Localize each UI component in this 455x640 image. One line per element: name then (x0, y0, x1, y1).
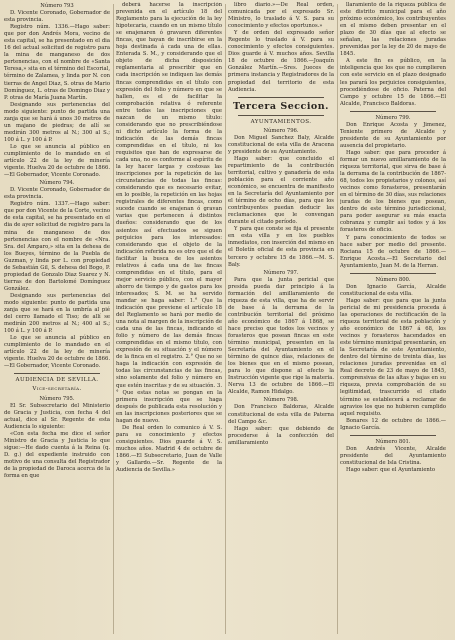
notice-number: Número 793 (40, 3, 74, 9)
paragraph: Registro núm. 1337.—Hago saber: que por don Vicente de la Corte, vecino de esta capital, se ha presentado en el dia de ayer solicitud de registro para la mina de manganeso de dos pertenencias con el nombre de «Nra. Sra. del Amparo,» sita en la dehesa de los Bueyes, término de la Puebla de Guzman, y linda por L. con propiedad de Sebastián Gil, S. dehesa del Bogo, P. propiedad de Gonzalo Diaz Suarez y N. tierras de don Bartolomé Domínguez González. (4, 201, 110, 292)
paragraph: A este fin es público, en la inteligencia que los que no cumplieren con este servicio en el plazo designado les parará los perjuicios consiguientes, procediéndose de oficio. Paterna del Campo y octubre 15 de 1866.—El Alcalde, Francisco Baldoras. (340, 58, 446, 107)
section-rule (238, 115, 324, 116)
paragraph: Lo que se anuncia al público en cumplimiento de lo mandado en el artículo 22 de la ley de minería vigente. Huelva 20 de octubre de 1866.—El Gobernador, Vicente Coronado. (4, 143, 110, 179)
section-heading: Tercera Seccion. (233, 100, 329, 112)
paragraph: Don Ignacio García, Alcalde constitucional de esta villa. (340, 283, 446, 297)
paragraph: Hago saber: que debiendo de procederse á la confección del amillaramiento (228, 425, 334, 446)
column-2 (116, 2, 222, 636)
notice-number: Número 798. (263, 397, 299, 404)
section-rule (238, 97, 324, 98)
paragraph: De Real orden lo comunico á V. S. para su conocimiento y efectos consiguientes. Dios guarde á V. S. muchos años. Madrid 4 de octubre de 1866.—El Subsecretario, Juan de Valle y Gallardo.—Sr. Regente de la Audiencia de Sevilla.» (116, 424, 222, 474)
paragraph: libro diario.»—De Real orden, comunicada por el expresado Sr. Ministro, lo traslado á V. S. para su conocimiento y efectos oportunos.» (228, 2, 334, 30)
paragraph: Para que la junta pericial que presida pueda dar principio á la formación del amillaramiento de riqueza de esta villa, que ha de servir de base á la derrama de la contribución territorial del próximo año económico de 1867 á 1868, se hace preciso que todos los vecinos y forasteros que posean fincas en este término municipal, presenten en la Secretaría del Ayuntamiento en el término de quince días, relaciones de los bienes que en el mismo posean, para lo que dispone al efecto la Instrucción vigente que rige la materia. Nerva 13 de octubre de 1866.—El Alcalde, Ramon Hidalgo. (228, 276, 334, 396)
notice-number: Número 795. (39, 395, 75, 402)
paragraph: deberá hacerse la inscripción prevenida en el artículo 18 del Reglamento para la ejecución de la ley hipotecaria, cuando en un mismo título se enajenaren ó gravaren diferentes fincas, que hayan de inscribirse en la hoja destinada á cada una de ellas. Enterada S. M., y considerando que el objeto de dicha disposición reglamentaria al prescribir que en cada inscripción se indiquen las demás fincas comprendidas en el título con expresión del folio y número en que se hallen, es el de facilitar la comprobación relativa ó referente entre todas las inscripciones que nazcan de un mismo título: considerando que no prescribiéndose ni dicho artículo la forma de la indicación de las demás fincas comprendidas en el título, ni los requisitos que han de expresarse de cada una, no es conforme al espíritu de la ley hacer largas y costosas las inscripciones por la repetición de las circunstancias de todas las fincas: considerando que es necesario evitar, en lo posible, la repetición en las hojas registrales de diferentes fincas, como sucede cuando se enajenan ó gravan varias que pertenecen á distintos dueños: considerando que de los asientos así efectuados se siguen perjuicios para los interesados: considerando que el objeto de la indicación referida no es otro que el de facilitar la busca de los asientos relativos á cada una de las fincas comprendidas en el título, para el mejor servicio público, con el mayor ahorro de tiempo y de gastos para los interesados; S. M. se ha servido mandar se haga saber: 1.° Que la indicación que previene el artículo 18 del Reglamento se hará por medio de una nota al margen de la inscripción de cada una de las fincas, indicando el folio y número de las demás fincas comprendidas en el mismo título, con expresión de su situación y el número de la finca en el registro. 2.° Que no se haga la indicación con expresión de todas las circunstancias de las fincas, sino solamente del folio y número en que estén inscritas y de su situación. 3.° Que estas notas se pongan en la primera inscripción que se haga después de publicada esta resolución y en las inscripciones posteriores que se hagan de nuevo. (116, 2, 222, 424)
column-divider (337, 4, 338, 634)
paragraph: «Con esta fecha me dice el señor Ministro de Gracia y Justicia lo que sigue:—He dado cuenta á la Reina (q. D. g.) del expediente instruido con motivo de una consulta del Registrador de la propiedad de Daroca acerca de la forma en que (4, 430, 110, 480)
paragraph: Don Enrique Acosta y Jimenez, Teniente primero de Alcalde y presidente de su Ayuntamiento por ausencia del propietario. (340, 121, 446, 149)
paragraph: llaramiento de la riqueza pública de este distrito municipal para el año próximo económico, los contribuyentes en el mismo deben presentar en el plazo de 30 días que al efecto se señalan, las relaciones juradas prevenidas por la ley de 20 de mayo de 1845. (340, 2, 446, 58)
paragraph: Hago saber: que el Ayuntamiento (346, 466, 436, 473)
paragraph: D. Vicente Coronado, Gobernador de esta provincia. (4, 187, 110, 201)
paragraph: El Sr. Subsecretario del Ministerio de Gracia y Justicia, con fecha 4 del actual, dice al Sr. Regente de esta Audiencia lo siguiente: (4, 402, 110, 430)
section-rule (14, 373, 100, 374)
section-rule (350, 435, 436, 436)
paragraph: Designando sus pertenencias del modo siguiente: punto de partida una zanja que se hará en la umbría al pié del cerro llamado el Tiso; de allí se medirán 200 metros al N.; 400 al S.; 100 á L. y 100 á P. (4, 292, 110, 335)
paragraph: Don Miguel Sanchez Baly, Alcalde constitucional de esta villa de Aracena y presidente de su Ayuntamiento. (228, 134, 334, 155)
column-1 (4, 2, 110, 636)
notice-number: Número 799. (375, 114, 411, 121)
notice-number: Número 794. (39, 180, 75, 187)
column-3 (228, 2, 334, 636)
paragraph: D. Vicente Coronado, Gobernador de esta provincia. (4, 10, 110, 24)
subsection-heading: Vice-secretaría. (32, 386, 82, 393)
paragraph: Don Francisco Baldoras, Alcalde constitucional de esta villa de Paterna del Campo &c. (228, 404, 334, 425)
paragraph: Y para que conste se fija el presente en esta villa y en los pueblos inmediatos, con inserción del mismo en el Boletín oficial de esta provincia en tercero y octubre 15 de 1866.—M. S. Baly. (228, 226, 334, 268)
subsection-heading: AUDIENCIA DE SEVILLA. (15, 377, 99, 384)
paragraph: Registro núm. 1336.—Hago saber: que por don Andrés Mora, vecino de esta capital, se ha presentado en el dia 16 del actual solicitud de registro para la mina de manganeso de dos pertenencias, con el nombre de «Santa Teresa,» sita en el término del Escorial, término de Zalamea, y linda por N. con tierras de Angel Diaz, S. otras de Mario Domínguez, L. otras de Domingo Diaz y P. otras de María Juana Martín. (4, 24, 110, 101)
paragraph: Lo que se anuncia al público en cumplimiento de lo mandado en el artículo 22 de la ley de minería vigente. Huelva 20 de octubre de 1866.—El Gobernador, Vicente Coronado. (4, 335, 110, 370)
paragraph: Hago saber: que concluido el repartimiento de la contribución territorial, cultivo y ganadería de esta población para el corriente año económico, se encuentra de manifiesto en la Secretaría del Ayuntamiento por el término de ocho días, para que los contribuyentes puedan deducir las reclamaciones que le convengan durante el citado período. (228, 155, 334, 226)
paragraph: Hago saber: que para proceder á formar un nuevo amillaramiento de la riqueza territorial, que sirva de base á la derrama de la contribución de 1867-68, todos los propietarios y colonos, así vecinos como forasteros, presentarán en el término de 30 días, sus relaciones juradas de los bienes que posean, dentro de este término jurisdiccional, para poder asegurar su más exacta cobranza y cumplir así todos y á los forasteros de oficio. (340, 149, 446, 234)
notice-number: Número 796. (263, 127, 299, 134)
paragraph: Y para conocimiento de todos se hace saber por medio del presente. Rociana 15 de octubre de 1866.—Enrique Acosta.—El Secretario del Ayuntamiento, Juan M. de la Herran. (340, 234, 446, 269)
paragraph: Y de orden del expresado señor Regente lo traslado á V. para su conocimiento y efectos consiguientes. Dios guarde á V. muchos años. Sevilla 18 de octubre de 1866.—Joaquín González Martín.—Sres. Jueces de primera instancia y Registradores de la propiedad del territorio de esta Audiencia. (228, 30, 334, 93)
notice-number: Número 800. (375, 276, 411, 283)
notice-number: Número 801. (375, 438, 411, 445)
paragraph: Hago saber: que para que la junta pericial de mi presidencia proceda á las operaciones de rectificación de la riqueza territorial de esta población y año económico de 1867 á 68, los vecinos y forasteros hacendados en este término municipal presentarán, en la Secretaría de este Ayuntamiento, dentro del término de treinta días, las relaciones juradas prevenidas en el Real decreto de 23 de mayo de 1845, comprensivas de las altas y bajas en su riqueza, previa comprobación de su legitimidad, trascurrido el citado término se establecerá a reclamar de agravios los que no hubieren cumplido aquel requisito. (340, 297, 446, 417)
column-4 (340, 2, 446, 636)
section-rule (350, 111, 436, 112)
column-divider (113, 4, 114, 634)
paragraph: Bonares 12 de octubre de 1866.—Ignacio García. (340, 417, 446, 431)
column-divider (225, 4, 226, 634)
paragraph: Designando sus pertenencias del modo siguiente: punto de partida una zanja que se hará á unos 30 metros de un majano de piedras; de allí se medirán 300 metros al N.; 300 al S.; 100 á L. y 100 á P. (4, 101, 110, 143)
paragraph: Don Andrés Vicente, Alcalde presidente del Ayuntamiento constitucional de Isla Cristina. (340, 445, 446, 466)
notice-number: Número 797. (263, 269, 299, 276)
subsection-heading: AYUNTAMIENTOS. (250, 118, 312, 125)
section-rule (350, 273, 436, 274)
